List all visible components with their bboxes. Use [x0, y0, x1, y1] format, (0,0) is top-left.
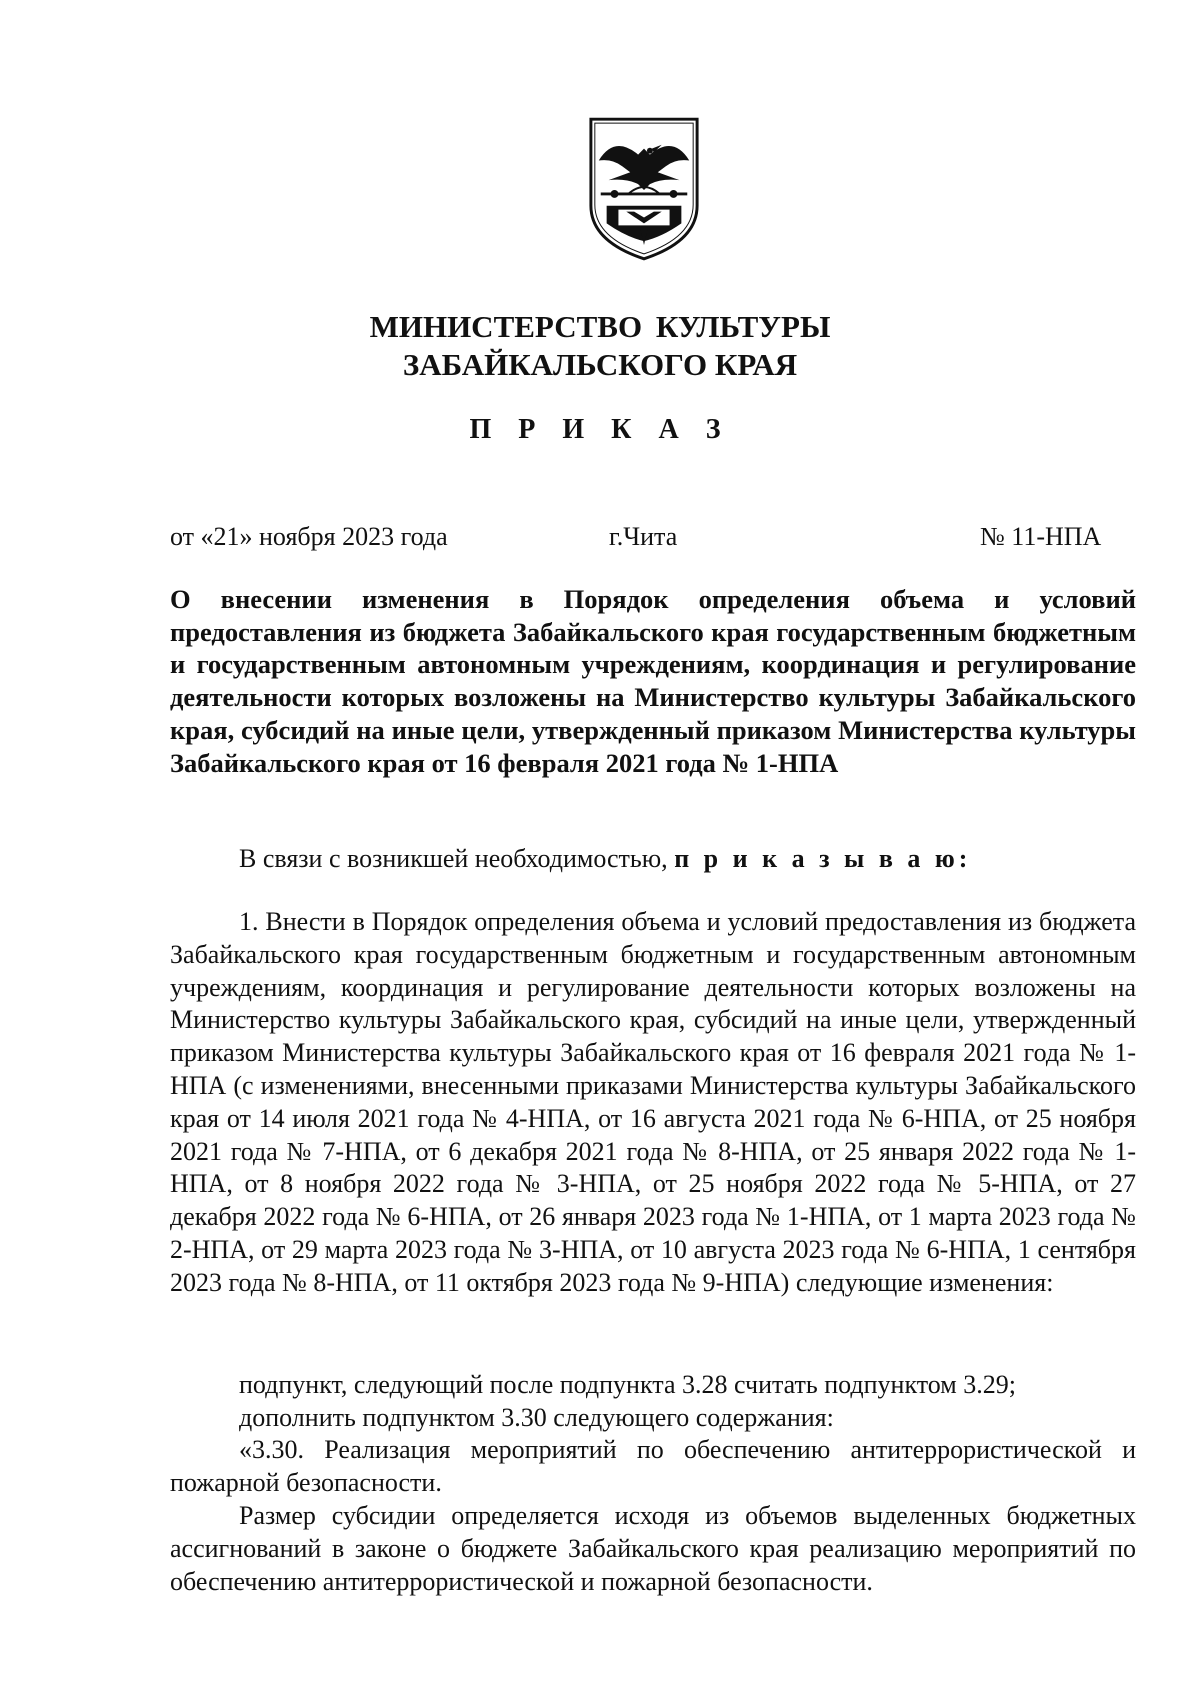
preamble-text: В связи с возникшей необходимостью,	[239, 844, 675, 873]
paragraph-1: 1. Внести в Порядок определения объема и условий предоставления из бюджета Забайкальского края государственным бюджетным и государственным автономным учреждениям, координация и регулирование деятельности которых возложены на Министерство культуры Забайкальского края, субсидий на иные цели, утвержденный приказом Министерства культуры Забайкальского края от 16 февраля 2021 года № 1-НПА (с изменениями, внесенными приказами Министерства культуры Забайкальского края от 14 июля 2021 года № 4-НПА, от 16 августа 2021 года № 6-НПА, от 25 ноября 2021 года № 7-НПА, от 6 декабря 2021 года № 8-НПА, от 25 января 2022 года № 1-НПА, от 8 ноября 2022 года № 3-НПА, от 25 ноября 2022 года № 5-НПА, от 27 декабря 2022 года № 6-НПА, от 26 января 2023 года № 1-НПА, от 1 марта 2023 года № 2-НПА, от 29 марта 2023 года № 3-НПА, от 10 августа 2023 года № 6-НПА, 1 сентября 2023 года № 8-НПА, от 11 октября 2023 года № 9-НПА) следующие изменения:	[170, 907, 1136, 1297]
amendment-line-renumber: подпункт, следующий после подпункта 3.28 считать подпунктом 3.29;	[239, 1370, 1016, 1399]
order-subject: О внесении изменения в Порядок определения объема и условий предоставления из бюджета Забайкальского края государственным бюджетным и государственным автономным учреждениям, координация и регулирование деятельности которых возложены на Министерство культуры Забайкальского края, субсидий на иные цели, утвержденный приказом Министерства культуры Забайкальского края от 16 февраля 2021 года № 1-НПА	[170, 584, 1136, 778]
subpoint-3-30: «3.30. Реализация мероприятий по обеспечению антитеррористической и пожарной безопасности.	[170, 1435, 1136, 1497]
amendment-line-add: дополнить подпунктом 3.30 следующего содержания:	[239, 1402, 834, 1432]
document-type-title: П Р И К А З	[469, 414, 731, 445]
order-number: № 11-НПА	[980, 522, 1102, 551]
order-date: от «21» ноября 2023 года	[170, 522, 448, 551]
order-city: г.Чита	[609, 522, 678, 551]
ministry-name-line1: МИНИСТЕРСТВО КУЛЬТУРЫ	[369, 309, 831, 344]
preamble-order-word: п р и к а з ы в а ю:	[674, 844, 972, 873]
subsidy-size-paragraph: Размер субсидии определяется исходя из объемов выделенных бюджетных ассигнований в законе о бюджете Забайкальского края реализацию мероприятий по обеспечению антитеррористической и пожарной безопасности.	[170, 1501, 1136, 1596]
amendment-lines	[170, 1369, 1136, 1435]
preamble	[170, 843, 1136, 876]
coat-of-arms-emblem	[585, 115, 703, 263]
ministry-name-line2: ЗАБАЙКАЛЬСКОГО КРАЯ	[402, 347, 798, 382]
